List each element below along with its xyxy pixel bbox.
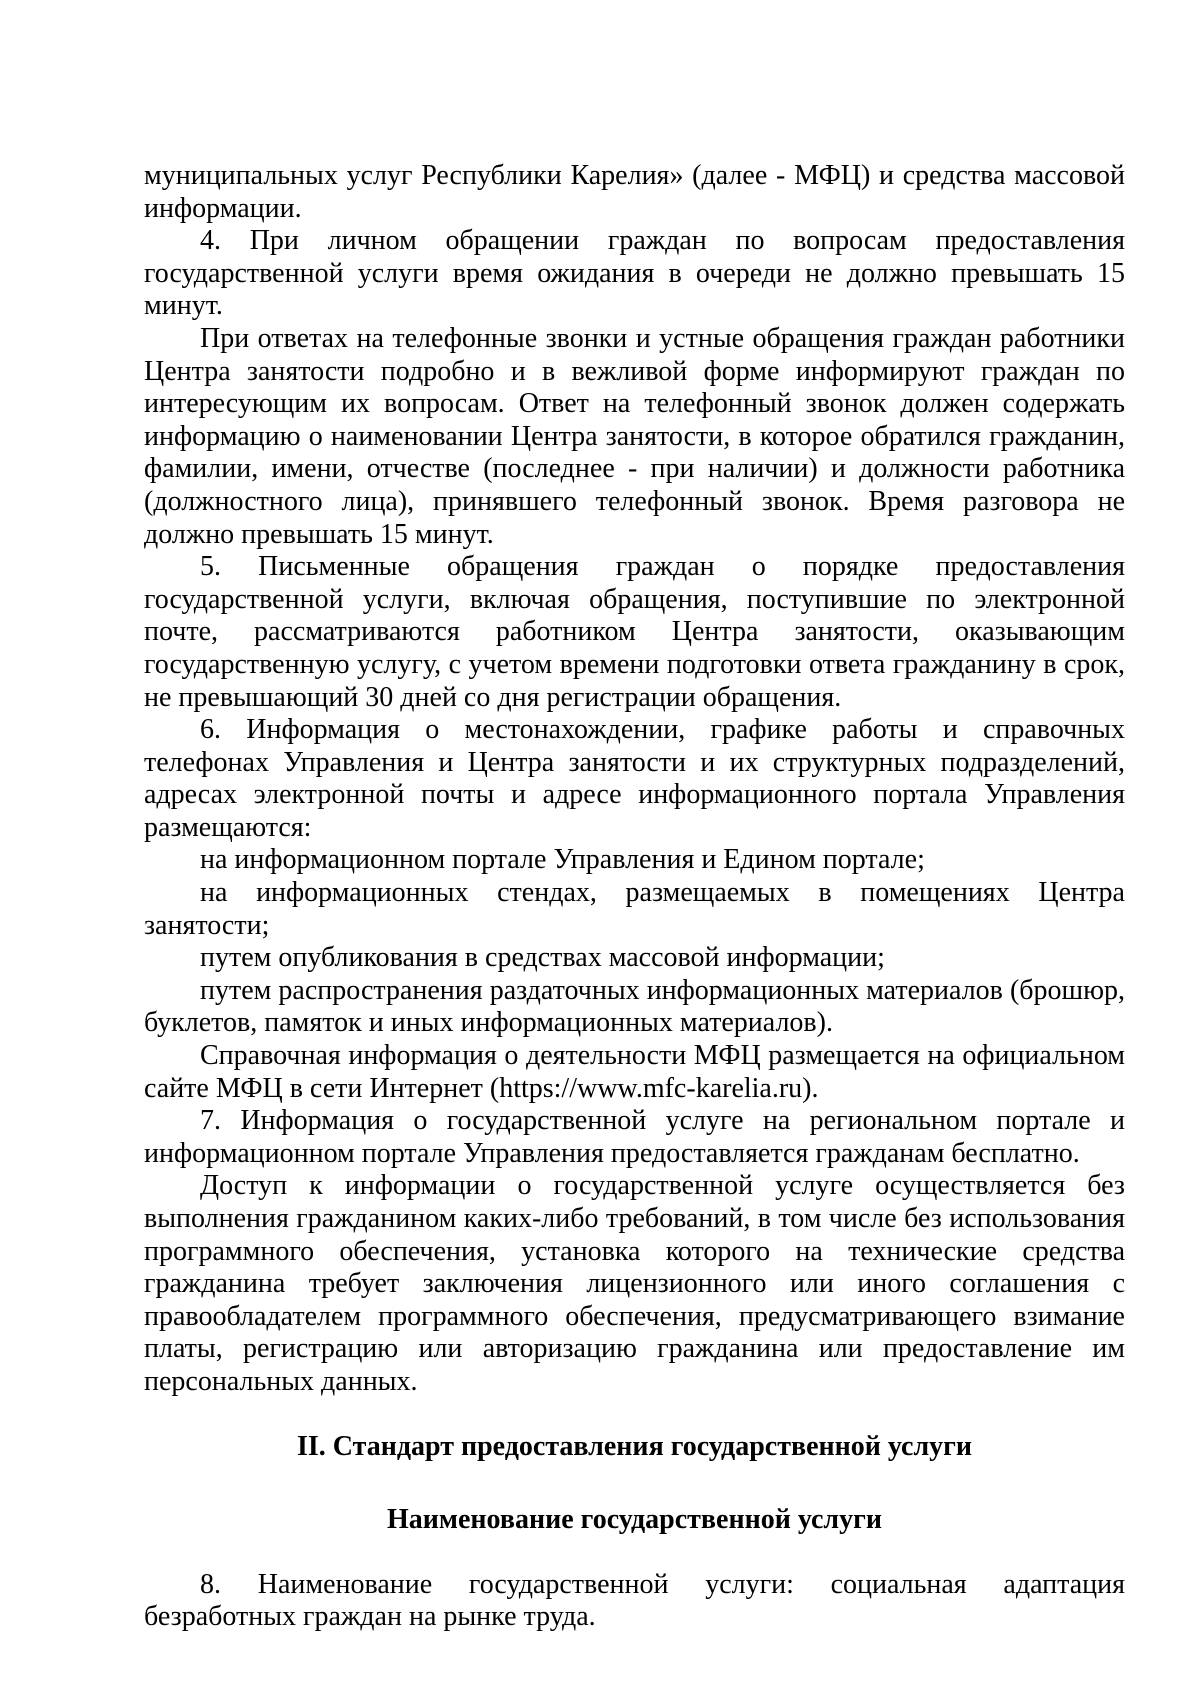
- document-page: [144, 160, 1125, 1634]
- list-item-media: путем опубликования в средствах массовой информации;: [200, 942, 885, 974]
- list-item-handouts: путем распространения раздаточных информационных материалов (брошюр, буклетов, памяток и иных информационных материалов).: [144, 974, 1125, 1039]
- paragraph-item-5: 5. Письменные обращения граждан о порядке предоставления государственной услуги, включая обращения, поступившие по электронной почте, рассматриваются работником Центра занятости, оказывающим государственную услугу, с учетом времени подготовки ответа гражданину в срок, не превышающий 30 дней со дня регистрации обращения.: [144, 551, 1125, 713]
- paragraph-access: Доступ к информации о государственной услуге осуществляется без выполнения гражданином каких-либо требований, в том числе без использования программного обеспечения, установка которого на технические средства гражданина требует заключения лицензионного или иного соглашения с правообладателем программного обеспечения, предусматривающего взимание платы, регистрацию или авторизацию гражданина или предоставление им персональных данных.: [144, 1170, 1125, 1397]
- list-item-stands: на информационных стендах, размещаемых в помещениях Центра занятости;: [144, 877, 1125, 941]
- paragraph-item-6: 6. Информация о местонахождении, графике работы и справочных телефонах Управления и Центра занятости и их структурных подразделений, адресах электронной почты и адресе информационного портала Управления размещаются:: [144, 714, 1125, 843]
- subsection-heading: Наименование государственной услуги: [387, 1503, 882, 1535]
- paragraph-continuation: муниципальных услуг Республики Карелия» (далее - МФЦ) и средства массовой информации.: [144, 160, 1125, 224]
- section-heading: II. Стандарт предоставления государственной услуги: [296, 1430, 973, 1462]
- paragraph-item-4: 4. При личном обращении граждан по вопросам предоставления государственной услуги время ожидания в очереди не должно превышать 15 минут.: [144, 225, 1125, 322]
- paragraph-item-7: 7. Информация о государственной услуге на региональном портале и информационном портале Управления предоставляется гражданам бесплатно.: [144, 1105, 1125, 1169]
- paragraph-mfc-info: Справочная информация о деятельности МФЦ размещается на официальном сайте МФЦ в сети Интернет (https://www.mfc-karelia.ru).: [144, 1040, 1125, 1104]
- paragraph-phone-calls: При ответах на телефонные звонки и устные обращения граждан работники Центра занятости подробно и в вежливой форме информируют граждан по интересующим их вопросам. Ответ на телефонный звонок должен содержать информацию о наименовании Центра занятости, в которое обратился гражданин, фамилии, имени, отчестве (последнее - при наличии) и должности работника (должностного лица), принявшего телефонный звонок. Время разговора не должно превышать 15 минут.: [144, 322, 1125, 550]
- list-item-portal: на информационном портале Управления и Едином портале;: [200, 844, 925, 876]
- paragraph-item-8: 8. Наименование государственной услуги: социальная адаптация безработных граждан на рынке труда.: [144, 1568, 1125, 1633]
